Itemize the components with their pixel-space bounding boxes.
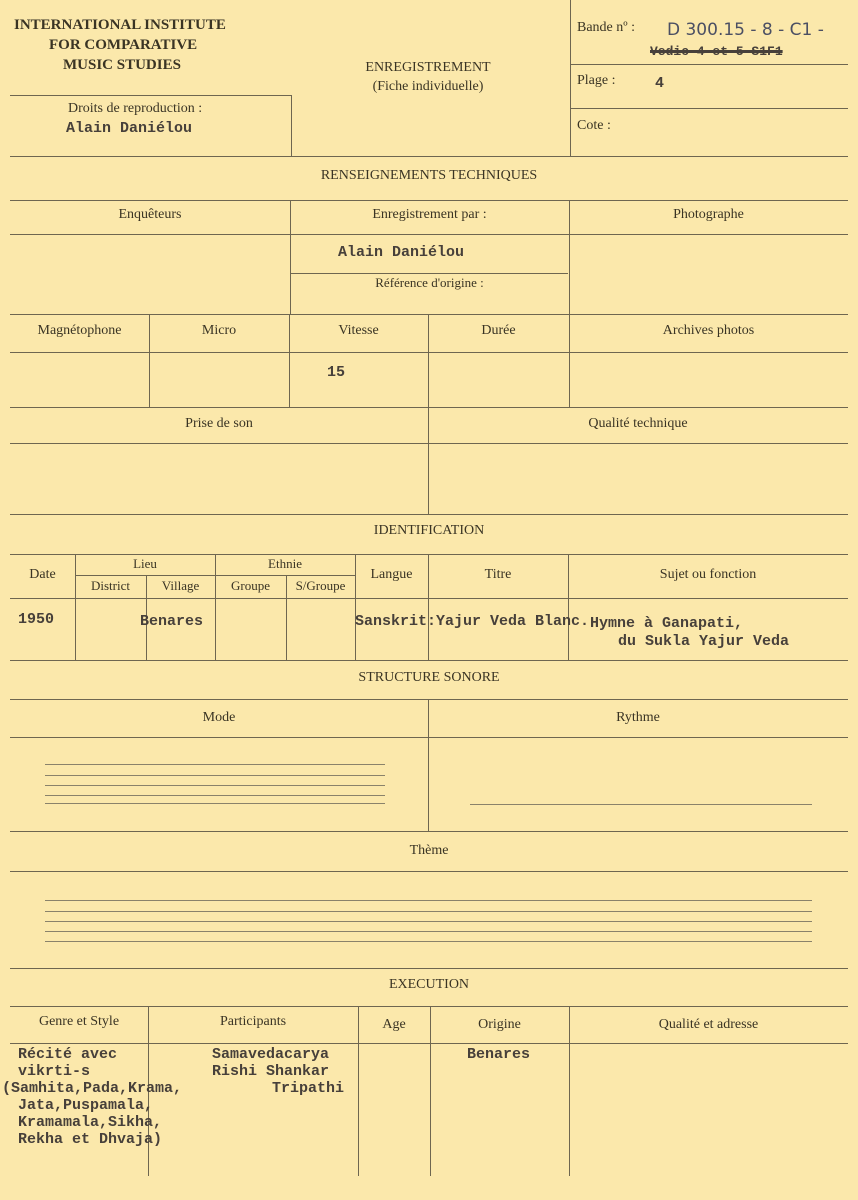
institute-name-line1: INTERNATIONAL INSTITUTE [14,17,226,33]
date-value: 1950 [18,611,55,628]
institute-name-line2: FOR COMPARATIVE [49,37,198,53]
identification-heading: IDENTIFICATION [373,523,485,538]
bande-value: D 300.15 - 8 - C1 - [667,20,824,40]
participants-line-3: Tripathi [272,1080,345,1097]
mode-label: Mode [202,710,236,725]
langue-label: Langue [370,567,413,582]
village-value: Benares [140,613,204,630]
age-label: Age [382,1017,406,1032]
genre-line-5: Kramamala,Sikha, [18,1114,163,1131]
qualite-adresse-label: Qualité et adresse [658,1017,759,1032]
genre-line-4: Jata,Puspamala, [18,1097,154,1114]
langue-value: Sanskrit [355,613,428,630]
enregistrement-par-value: Alain Daniélou [338,244,465,261]
vitesse-label: Vitesse [338,323,379,338]
theme-label: Thème [409,843,449,858]
form-title: ENREGISTREMENT [365,60,491,75]
execution-heading: EXECUTION [388,977,470,992]
lieu-label: Lieu [133,556,157,571]
sujet-value-line2: du Sukla Yajur Veda [618,633,790,650]
titre-label: Titre [484,567,512,582]
structure-heading: STRUCTURE SONORE [358,670,500,685]
genre-line-1: Récité avec [18,1046,118,1063]
enqueteurs-label: Enquêteurs [118,207,182,222]
qualite-technique-label: Qualité technique [588,416,688,431]
participants-line-1: Samavedacarya [212,1046,330,1063]
magnetophone-label: Magnétophone [37,323,122,338]
participants-label: Participants [219,1014,287,1029]
form-subtitle: (Fiche individuelle) [372,79,484,94]
rights-label: Droits de reproduction : [68,101,203,116]
genre-line-3: (Samhita,Pada,Krama, [2,1080,183,1097]
archives-photos-label: Archives photos [662,323,755,338]
plage-label: Plage : [577,73,616,88]
reference-label: Référence d'origine : [375,275,484,290]
genre-line-6: Rekha et Dhvaja) [18,1131,163,1148]
micro-label: Micro [201,323,237,338]
institute-name-line3: MUSIC STUDIES [63,57,181,73]
enregistrement-par-label: Enregistrement par : [372,207,487,222]
duree-label: Durée [481,323,516,338]
cote-label: Cote : [577,118,611,133]
vitesse-value: 15 [327,364,346,381]
participants-line-2: Rishi Shankar [212,1063,330,1080]
sujet-value-line1: Hymne à Ganapati, [590,615,744,632]
ethnie-label: Ethnie [268,556,302,571]
bande-struck-value: Vedic 4 et 5 S1F1 [650,44,783,59]
technical-heading: RENSEIGNEMENTS TECHNIQUES [320,168,538,183]
date-label: Date [29,567,56,582]
rights-value: Alain Daniélou [66,120,193,137]
photographe-label: Photographe [673,207,744,222]
sujet-label: Sujet ou fonction [659,567,757,582]
prise-de-son-label: Prise de son [185,416,253,431]
plage-value: 4 [655,75,665,92]
origine-label: Origine [478,1017,521,1032]
genre-line-2: vikrti-s [18,1063,91,1080]
village-label: Village [161,578,200,593]
groupe-label: Groupe [231,578,270,593]
bande-label: Bande nº : [577,20,635,35]
district-label: District [91,578,130,593]
origine-value: Benares [467,1046,531,1063]
titre-value: :Yajur Veda Blanc. [427,613,590,630]
rythme-label: Rythme [616,710,660,725]
genre-label: Genre et Style [38,1014,120,1029]
sgroupe-label: S/Groupe [295,578,346,593]
